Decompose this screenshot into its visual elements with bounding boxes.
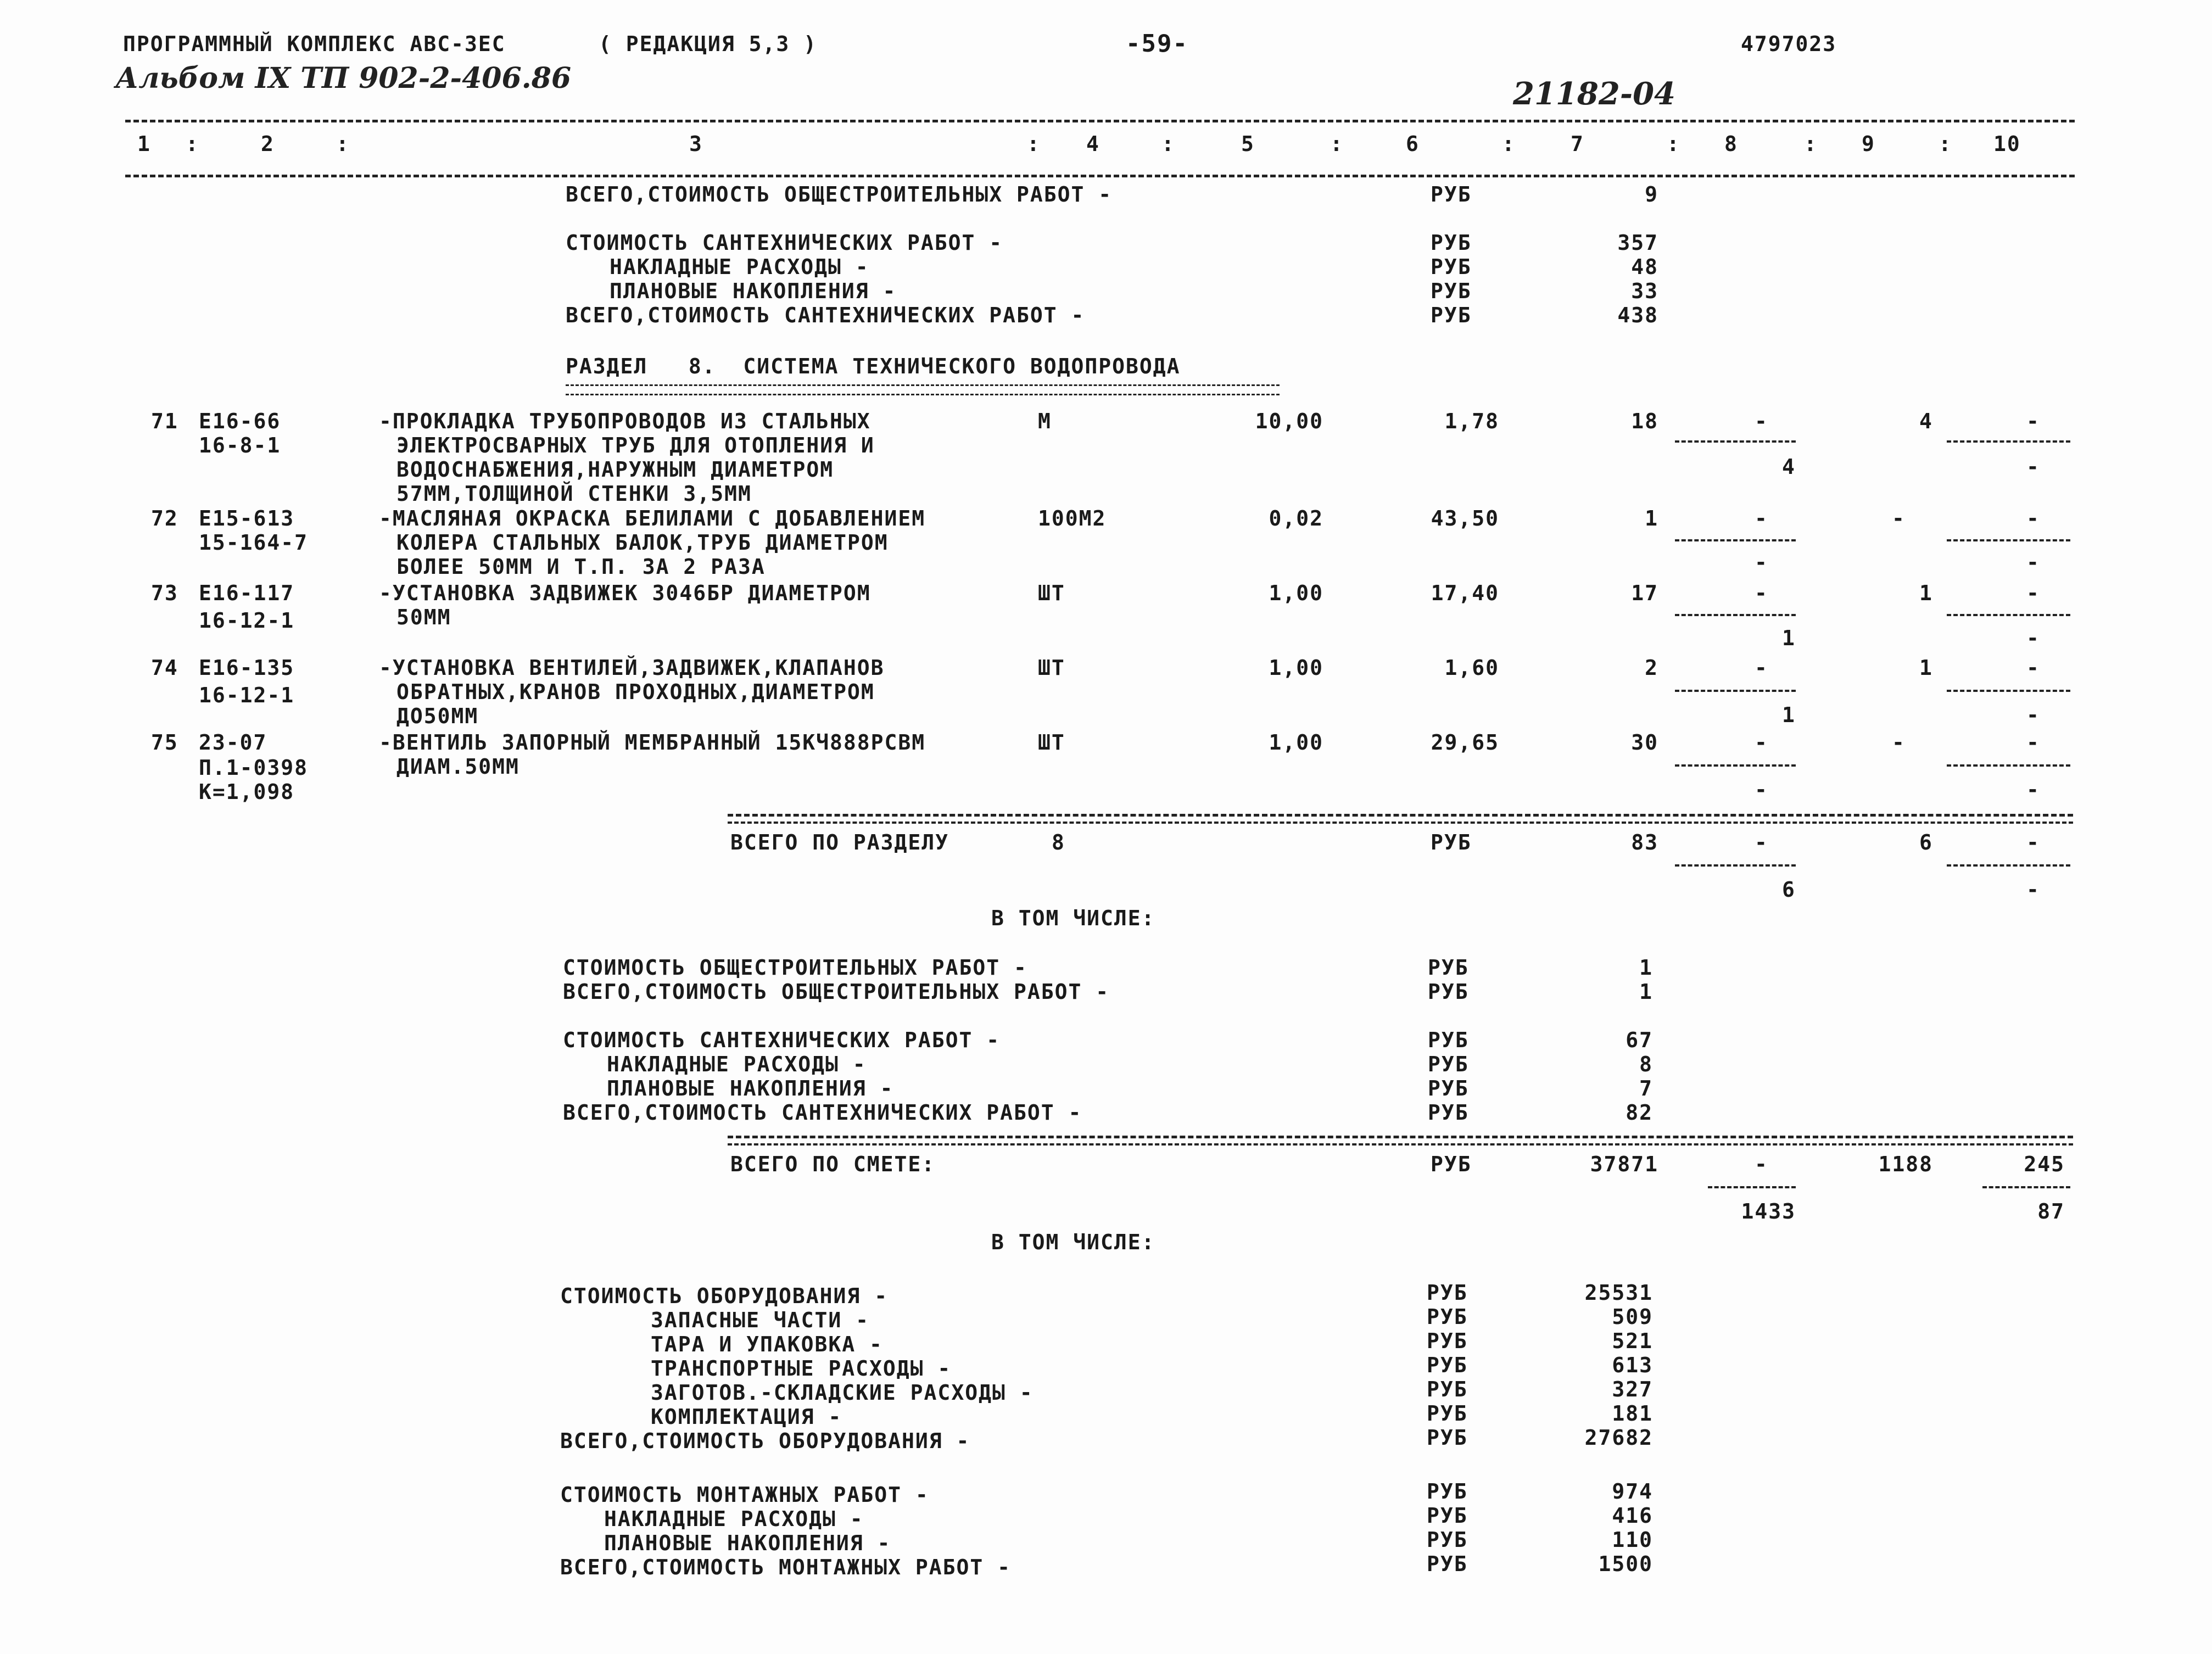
breakdown-value: 1	[1639, 980, 1653, 1004]
estimate-total-label: ВСЕГО ПО СМЕТЕ:	[730, 1152, 936, 1176]
equipment-unit: РУБ	[1427, 1281, 1468, 1305]
item-col10: -	[2026, 506, 2040, 530]
item-coefficient: К=1,098	[199, 780, 295, 804]
equipment-value: 521	[1612, 1329, 1653, 1353]
col-5: 5	[1241, 132, 1255, 156]
col-sep: :	[1502, 132, 1516, 156]
item-col8-lower: -	[1755, 550, 1768, 574]
item-description-line: -ВЕНТИЛЬ ЗАПОРНЫЙ МЕМБРАННЫЙ 15КЧ888РСВМ	[379, 730, 926, 755]
col-6: 6	[1406, 132, 1420, 156]
montage-value: 974	[1612, 1479, 1653, 1504]
col-8: 8	[1724, 132, 1738, 156]
cell-divider	[1947, 690, 2070, 692]
item-number: 73	[151, 581, 178, 605]
estimate-total-value: 37871	[1590, 1152, 1658, 1176]
total-general-unit: РУБ	[1431, 182, 1472, 206]
equipment-unit: РУБ	[1427, 1426, 1468, 1450]
breakdown-value: 7	[1639, 1076, 1653, 1100]
program-title: ПРОГРАММНЫЙ КОМПЛЕКС АВС-ЗЕС	[123, 32, 506, 56]
montage-label: НАКЛАДНЫЕ РАСХОДЫ -	[604, 1507, 864, 1531]
breakdown-unit: РУБ	[1428, 1028, 1469, 1052]
item-description-line: -УСТАНОВКА ЗАДВИЖЕК 3046БР ДИАМЕТРОМ	[379, 581, 871, 605]
section-title-underline	[566, 384, 1280, 395]
section-total-col10: -	[2026, 830, 2040, 854]
equipment-unit: РУБ	[1427, 1377, 1468, 1401]
breakdown-label: ПЛАНОВЫЕ НАКОПЛЕНИЯ -	[607, 1076, 894, 1100]
montage-unit: РУБ	[1427, 1504, 1468, 1528]
montage-unit: РУБ	[1427, 1552, 1468, 1576]
item-col9: -	[1892, 730, 1906, 755]
section-total-col9: 6	[1919, 830, 1933, 854]
item-code: Е15-613	[199, 506, 295, 530]
item-number: 71	[151, 409, 178, 433]
item-quantity: 10,00	[1255, 409, 1323, 433]
equipment-label: ЗАГОТОВ.-СКЛАДСКИЕ РАСХОДЫ -	[651, 1381, 1034, 1405]
santech-total-label: ВСЕГО,СТОИМОСТЬ САНТЕХНИЧЕСКИХ РАБОТ -	[566, 303, 1085, 327]
breakdown-label: ВСЕГО,СТОИМОСТЬ ОБЩЕСТРОИТЕЛЬНЫХ РАБОТ -	[563, 980, 1110, 1004]
item-description-line: ДО50ММ	[396, 704, 479, 728]
col-1: 1	[137, 132, 151, 156]
item-col10-lower: -	[2026, 703, 2040, 727]
col-10: 10	[1993, 132, 2021, 156]
item-number: 75	[151, 730, 178, 755]
edition-label: ( РЕДАКЦИЯ 5,3 )	[599, 32, 818, 56]
breakdown-unit: РУБ	[1428, 955, 1469, 980]
equipment-unit: РУБ	[1427, 1401, 1468, 1426]
col-sep: :	[1667, 132, 1680, 156]
item-quantity: 0,02	[1269, 506, 1323, 530]
item-col9: 1	[1919, 581, 1933, 605]
item-col8: -	[1755, 730, 1768, 755]
item-cost: 1	[1645, 506, 1658, 530]
breakdown-value: 67	[1626, 1028, 1653, 1052]
equipment-value: 327	[1612, 1377, 1653, 1401]
cell-divider	[1675, 614, 1796, 616]
item-subcode: 16-8-1	[199, 433, 281, 457]
section-total-unit: РУБ	[1431, 830, 1472, 854]
equipment-value: 181	[1612, 1401, 1653, 1426]
album-handwritten: Альбом IX ТП 902-2-406.86	[115, 62, 572, 95]
col-3: 3	[689, 132, 703, 156]
item-description-line: ВОДОСНАБЖЕНИЯ,НАРУЖНЫМ ДИАМЕТРОМ	[396, 457, 834, 482]
equipment-label: ЗАПАСНЫЕ ЧАСТИ -	[651, 1308, 870, 1332]
item-col10: -	[2026, 656, 2040, 680]
item-col8: -	[1755, 409, 1768, 433]
equipment-value: 509	[1612, 1305, 1653, 1329]
breakdown-unit: РУБ	[1428, 1100, 1469, 1125]
section-total-number: 8	[1052, 830, 1065, 854]
item-number: 74	[151, 656, 178, 680]
cell-divider	[1675, 539, 1796, 541]
montage-unit: РУБ	[1427, 1528, 1468, 1552]
item-cost: 17	[1631, 581, 1658, 605]
section-total-rule-2	[728, 822, 2073, 824]
document-number: 4797023	[1741, 32, 1837, 56]
equipment-unit: РУБ	[1427, 1305, 1468, 1329]
cell-divider	[1708, 1186, 1796, 1188]
breakdown-label: ВСЕГО,СТОИМОСТЬ САНТЕХНИЧЕСКИХ РАБОТ -	[563, 1100, 1082, 1125]
item-cost: 30	[1631, 730, 1658, 755]
col-sep: :	[1027, 132, 1041, 156]
section-total-value: 83	[1631, 830, 1658, 854]
col-sep: :	[1161, 132, 1175, 156]
item-subcode: 16-12-1	[199, 608, 295, 633]
equipment-label: ТРАНСПОРТНЫЕ РАСХОДЫ -	[651, 1356, 952, 1381]
col-2: 2	[261, 132, 275, 156]
item-description-line: -ПРОКЛАДКА ТРУБОПРОВОДОВ ИЗ СТАЛЬНЫХ	[379, 409, 871, 433]
item-subcode: 16-12-1	[199, 683, 295, 707]
section-total-col10-lower: -	[2026, 878, 2040, 902]
item-code: Е16-135	[199, 656, 295, 680]
planned-savings-label: ПЛАНОВЫЕ НАКОПЛЕНИЯ -	[610, 279, 897, 303]
item-description-line: 57ММ,ТОЛЩИНОЙ СТЕНКИ 3,5ММ	[396, 482, 752, 506]
cell-divider	[1947, 614, 2070, 616]
estimate-total-col10: 245	[2024, 1152, 2065, 1176]
including-heading-2: В ТОМ ЧИСЛЕ:	[991, 1230, 1155, 1254]
equipment-unit: РУБ	[1427, 1329, 1468, 1353]
item-col10: -	[2026, 730, 2040, 755]
item-number: 72	[151, 506, 178, 530]
item-unit-price: 43,50	[1431, 506, 1499, 530]
santech-label: СТОИМОСТЬ САНТЕХНИЧЕСКИХ РАБОТ -	[566, 231, 1003, 255]
item-col10-lower: -	[2026, 778, 2040, 802]
cell-divider	[1675, 440, 1796, 443]
item-code: Е16-66	[199, 409, 281, 433]
cell-divider	[1675, 690, 1796, 692]
item-unit: М	[1038, 409, 1052, 433]
item-quantity: 1,00	[1269, 730, 1323, 755]
including-heading: В ТОМ ЧИСЛЕ:	[991, 906, 1155, 930]
santech-value: 357	[1617, 231, 1658, 255]
equipment-label: ТАРА И УПАКОВКА -	[651, 1332, 883, 1356]
estimate-total-col10-lower: 87	[2037, 1199, 2065, 1223]
breakdown-value: 8	[1639, 1052, 1653, 1076]
estimate-total-unit: РУБ	[1431, 1152, 1472, 1176]
item-unit-price: 29,65	[1431, 730, 1499, 755]
equipment-label: СТОИМОСТЬ ОБОРУДОВАНИЯ -	[560, 1284, 889, 1308]
item-unit: ШТ	[1038, 656, 1065, 680]
item-description-line: КОЛЕРА СТАЛЬНЫХ БАЛОК,ТРУБ ДИАМЕТРОМ	[396, 530, 889, 555]
page-number: -59-	[1126, 30, 1188, 58]
breakdown-label: НАКЛАДНЫЕ РАСХОДЫ -	[607, 1052, 867, 1076]
item-quantity: 1,00	[1269, 656, 1323, 680]
item-description-line: ДИАМ.50ММ	[396, 755, 520, 779]
item-col8: -	[1755, 506, 1768, 530]
estimate-total-col9: 1188	[1878, 1152, 1933, 1176]
section-total-col8-lower: 6	[1782, 878, 1796, 902]
section-title: РАЗДЕЛ 8. СИСТЕМА ТЕХНИЧЕСКОГО ВОДОПРОВОДА	[566, 354, 1181, 378]
estimate-total-rule-2	[728, 1143, 2073, 1145]
equipment-unit: РУБ	[1427, 1353, 1468, 1377]
item-col10: -	[2026, 409, 2040, 433]
cell-divider	[1947, 539, 2070, 541]
col-sep: :	[1939, 132, 1952, 156]
item-code: 23-07	[199, 730, 267, 755]
item-subcode: 15-164-7	[199, 530, 309, 555]
breakdown-unit: РУБ	[1428, 1076, 1469, 1100]
item-code: Е16-117	[199, 581, 295, 605]
montage-value: 1500	[1598, 1552, 1653, 1576]
item-cost: 18	[1631, 409, 1658, 433]
item-col8: -	[1755, 581, 1768, 605]
item-col10-lower: -	[2026, 455, 2040, 479]
section-total-rule	[728, 814, 2073, 817]
item-description-line: -МАСЛЯНАЯ ОКРАСКА БЕЛИЛАМИ С ДОБАВЛЕНИЕМ	[379, 506, 926, 530]
equipment-value: 27682	[1584, 1426, 1653, 1450]
breakdown-label: СТОИМОСТЬ ОБЩЕСТРОИТЕЛЬНЫХ РАБОТ -	[563, 955, 1027, 980]
item-description-line: ОБРАТНЫХ,КРАНОВ ПРОХОДНЫХ,ДИАМЕТРОМ	[396, 680, 875, 704]
item-description-line: 50ММ	[396, 605, 451, 629]
col-7: 7	[1571, 132, 1584, 156]
item-description-line: БОЛЕЕ 50ММ И Т.П. ЗА 2 РАЗА	[396, 555, 766, 579]
item-col8: -	[1755, 656, 1768, 680]
cell-divider	[1675, 864, 1796, 867]
montage-label: ВСЕГО,СТОИМОСТЬ МОНТАЖНЫХ РАБОТ -	[560, 1555, 1011, 1579]
breakdown-unit: РУБ	[1428, 1052, 1469, 1076]
cell-divider	[1947, 440, 2070, 443]
item-col8-lower: 1	[1782, 626, 1796, 650]
item-col9: 1	[1919, 656, 1933, 680]
item-unit-price: 17,40	[1431, 581, 1499, 605]
item-col10-lower: -	[2026, 626, 2040, 650]
equipment-label: ВСЕГО,СТОИМОСТЬ ОБОРУДОВАНИЯ -	[560, 1429, 970, 1453]
item-description-line: -УСТАНОВКА ВЕНТИЛЕЙ,ЗАДВИЖЕК,КЛАПАНОВ	[379, 656, 885, 680]
col-9: 9	[1862, 132, 1875, 156]
item-unit: 100М2	[1038, 506, 1107, 530]
item-col9: -	[1892, 506, 1906, 530]
cell-divider	[1982, 1186, 2070, 1188]
item-unit: ШТ	[1038, 730, 1065, 755]
estimate-total-rule	[728, 1136, 2073, 1138]
item-unit-price: 1,78	[1444, 409, 1499, 433]
breakdown-value: 1	[1639, 955, 1653, 980]
item-col9: 4	[1919, 409, 1933, 433]
item-unit: ШТ	[1038, 581, 1065, 605]
equipment-value: 25531	[1584, 1281, 1653, 1305]
montage-value: 110	[1612, 1528, 1653, 1552]
estimate-total-col8-lower: 1433	[1741, 1199, 1796, 1223]
santech-total-value: 438	[1617, 303, 1658, 327]
planned-savings-value: 33	[1631, 279, 1658, 303]
santech-unit: РУБ	[1431, 231, 1472, 255]
planned-savings-unit: РУБ	[1431, 279, 1472, 303]
equipment-label: КОМПЛЕКТАЦИЯ -	[651, 1405, 842, 1429]
cell-divider	[1947, 864, 2070, 867]
item-quantity: 1,00	[1269, 581, 1323, 605]
item-col10: -	[2026, 581, 2040, 605]
montage-unit: РУБ	[1427, 1479, 1468, 1504]
item-subcode: П.1-0398	[199, 756, 309, 780]
montage-label: ПЛАНОВЫЕ НАКОПЛЕНИЯ -	[604, 1531, 891, 1555]
breakdown-label: СТОИМОСТЬ САНТЕХНИЧЕСКИХ РАБОТ -	[563, 1028, 1001, 1052]
total-general-value: 9	[1645, 182, 1658, 206]
cell-divider	[1947, 764, 2070, 767]
montage-value: 416	[1612, 1504, 1653, 1528]
breakdown-value: 82	[1626, 1100, 1653, 1125]
item-col10-lower: -	[2026, 550, 2040, 574]
section-total-col8: -	[1755, 830, 1768, 854]
header-top-rule	[125, 120, 2075, 122]
item-description-line: ЭЛЕКТРОСВАРНЫХ ТРУБ ДЛЯ ОТОПЛЕНИЯ И	[396, 433, 875, 457]
item-col8-lower: 1	[1782, 703, 1796, 727]
col-sep: :	[1330, 132, 1344, 156]
item-col8-lower: 4	[1782, 455, 1796, 479]
item-unit-price: 1,60	[1444, 656, 1499, 680]
breakdown-unit: РУБ	[1428, 980, 1469, 1004]
estimate-total-col8: -	[1755, 1152, 1768, 1176]
sheet-code-handwritten: 21182-04	[1513, 76, 1675, 112]
overhead-unit: РУБ	[1431, 255, 1472, 279]
overhead-label: НАКЛАДНЫЕ РАСХОДЫ -	[610, 255, 869, 279]
santech-total-unit: РУБ	[1431, 303, 1472, 327]
col-sep: :	[1804, 132, 1818, 156]
col-sep: :	[186, 132, 199, 156]
col-4: 4	[1086, 132, 1100, 156]
equipment-value: 613	[1612, 1353, 1653, 1377]
montage-label: СТОИМОСТЬ МОНТАЖНЫХ РАБОТ -	[560, 1483, 929, 1507]
item-col8-lower: -	[1755, 778, 1768, 802]
col-sep: :	[336, 132, 350, 156]
section-total-label: ВСЕГО ПО РАЗДЕЛУ	[730, 830, 949, 854]
total-general-label: ВСЕГО,СТОИМОСТЬ ОБЩЕСТРОИТЕЛЬНЫХ РАБОТ -	[566, 182, 1113, 206]
item-cost: 2	[1645, 656, 1658, 680]
cell-divider	[1675, 764, 1796, 767]
header-bottom-rule	[125, 175, 2075, 177]
overhead-value: 48	[1631, 255, 1658, 279]
